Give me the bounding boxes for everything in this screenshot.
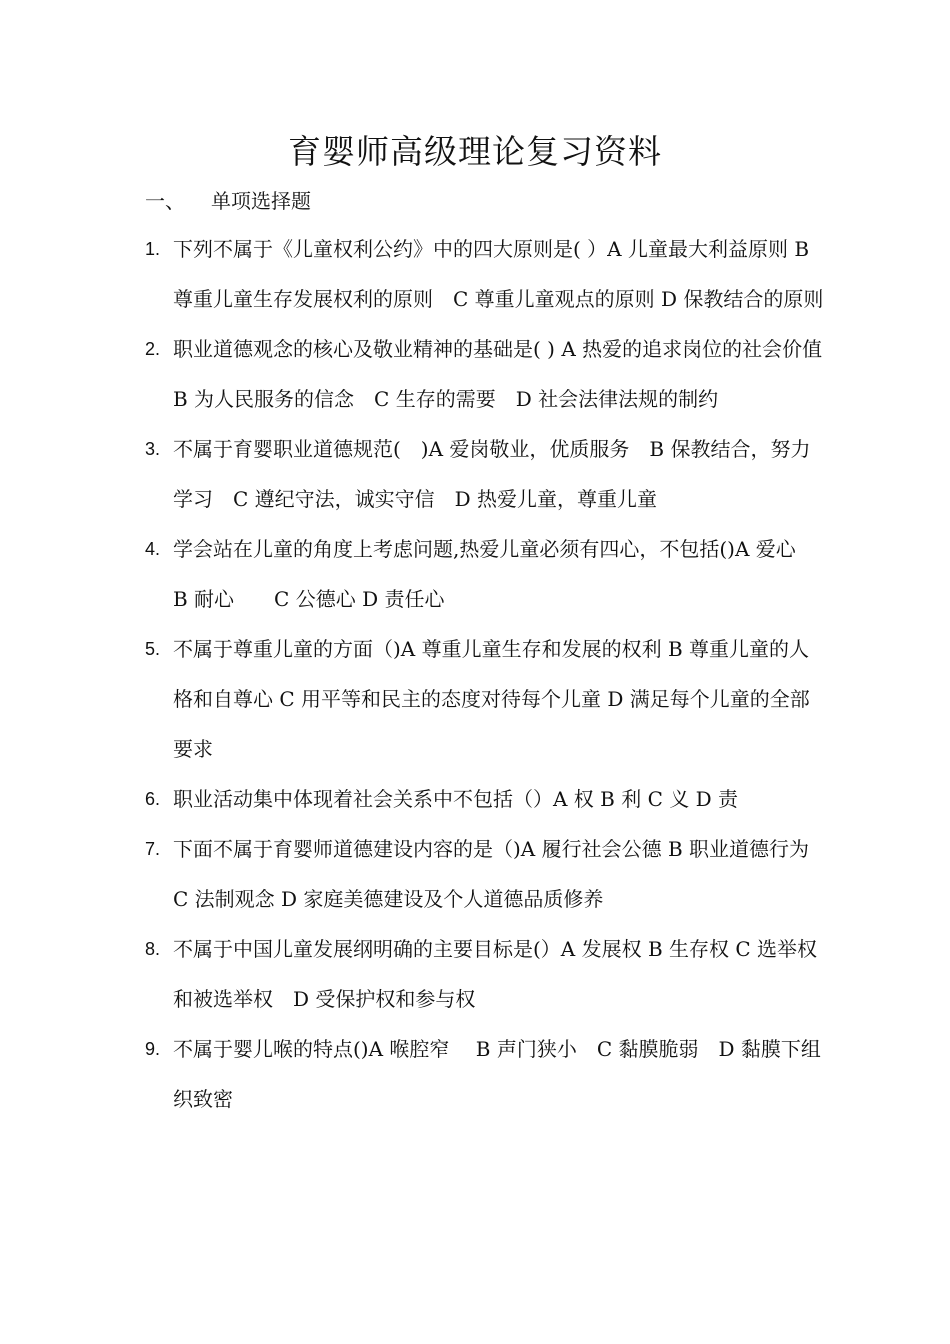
question-item	[145, 1024, 825, 1124]
question-number: 4.	[145, 539, 161, 559]
document-title: 育婴师高级理论复习资料	[288, 132, 662, 171]
question-item	[145, 774, 825, 824]
question-text: 职业活动集中体现着社会关系中不包括（）A 权 B 利 C 义 D 责	[173, 787, 738, 811]
section-number: 一、	[145, 189, 185, 213]
question-text: 学会站在儿童的角度上考虑问题,热爱儿童必须有四心，不包括()A 爱心 B 耐心 C 公德心 D 责任心	[173, 537, 816, 611]
question-item	[145, 824, 825, 924]
question-item	[145, 624, 825, 774]
section-heading	[145, 185, 311, 217]
question-text: 不属于中国儿童发展纲明确的主要目标是(）A 发展权 B 生存权 C 选举权和被选举权 D 受保护权和参与权	[173, 937, 818, 1011]
question-list	[145, 224, 843, 1124]
question-number: 5.	[145, 639, 161, 659]
question-item	[145, 924, 825, 1024]
question-number: 3.	[145, 439, 161, 459]
question-item	[145, 524, 825, 624]
question-number: 8.	[145, 939, 161, 959]
question-text: 下面不属于育婴师道德建设内容的是（)A 履行社会公德 B 职业道德行为 C 法制观念 D 家庭美德建设及个人道德品质修养	[173, 837, 810, 911]
question-text: 职业道德观念的核心及敬业精神的基础是( ) A 热爱的追求岗位的社会价值 B 为人民服务的信念 C 生存的需要 D 社会法律法规的制约	[173, 337, 843, 411]
section-title: 单项选择题	[211, 189, 311, 213]
question-text: 不属于育婴职业道德规范( )A 爱岗敬业，优质服务 B 保教结合，努力学习 C 遵纪守法，诚实守信 D 热爱儿童，尊重儿童	[173, 437, 811, 511]
question-number: 6.	[145, 789, 161, 809]
question-item	[145, 324, 843, 424]
question-number: 1.	[145, 239, 161, 259]
question-number: 7.	[145, 839, 161, 859]
question-text: 不属于尊重儿童的方面（)A 尊重儿童生存和发展的权利 B 尊重儿童的人格和自尊心 C 用平等和民主的态度对待每个儿童 D 满足每个儿童的全部要求	[173, 637, 810, 761]
question-item	[145, 224, 825, 324]
question-number: 9.	[145, 1039, 161, 1059]
question-text: 不属于婴儿喉的特点()A 喉腔窄 B 声门狭小 C 黏膜脆弱 D 黏膜下组织致密	[173, 1037, 821, 1111]
question-text: 下列不属于《儿童权利公约》中的四大原则是( ）A 儿童最大利益原则 B 尊重儿童生存发展权利的原则 C 尊重儿童观点的原则 D 保教结合的原则	[173, 237, 824, 311]
question-item	[145, 424, 825, 524]
question-number: 2.	[145, 339, 161, 359]
